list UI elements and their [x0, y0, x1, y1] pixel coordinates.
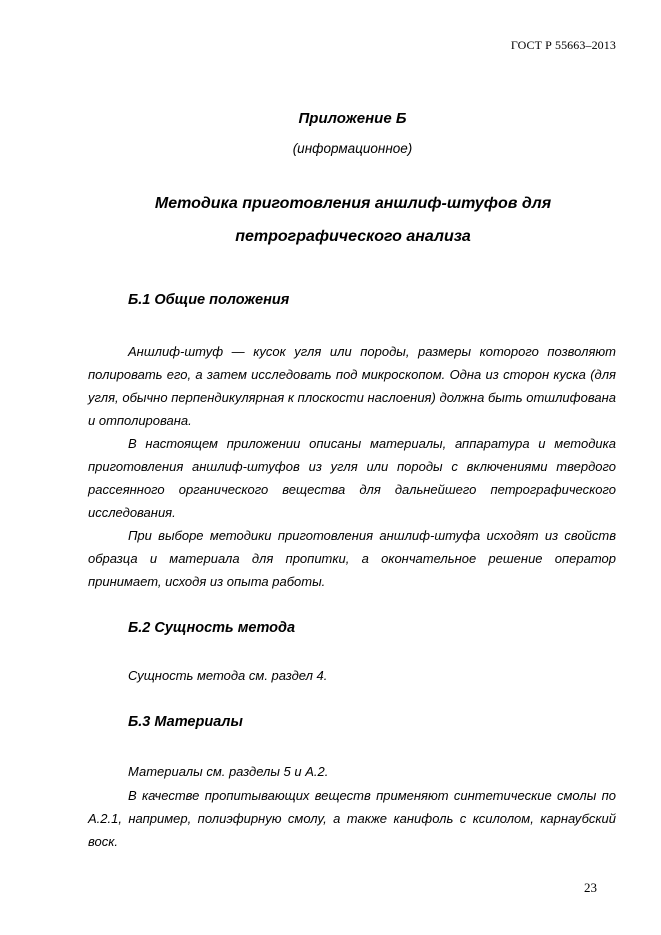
standard-code: ГОСТ Р 55663–2013: [510, 38, 616, 52]
section-heading-b3: Б.3 Материалы: [128, 714, 243, 730]
section-heading-b2: Б.2 Сущность метода: [128, 620, 296, 636]
paragraph-b1-1: Аншлиф-штуф — кусок угля или породы, размеры которого позволяют полировать его, а затем исследовать под микроскопом. Одна из сторон куска (для угля, обычно перпендикулярная к плоскости наслоения) должна быть отшлифована и отполирована.: [88, 344, 616, 428]
section-heading-b1: Б.1 Общие положения: [128, 292, 290, 308]
document-title: Методика приготовления аншлиф-штуфов для петрографического анализа: [154, 195, 552, 245]
paragraph-b3-1: Материалы см. разделы 5 и А.2.: [128, 764, 329, 779]
page-number: 23: [584, 880, 597, 895]
appendix-subtitle: (информационное): [292, 141, 413, 156]
paragraph-b1-2: В настоящем приложении описаны материалы, аппаратура и методика приготовления аншлиф-штуфов из угля или породы с включениями твердого рассеянного органического вещества для дальнейшего петрографического исследования.: [88, 436, 616, 520]
paragraph-b3-2: В качестве пропитывающих веществ применяют синтетические смолы по А.2.1, например, полиэфирную смолу, а также канифоль с ксилолом, карнаубский воск.: [88, 788, 616, 849]
appendix-title: Приложение Б: [298, 110, 407, 127]
paragraph-b2: Сущность метода см. раздел 4.: [128, 668, 328, 683]
paragraph-b1-3: При выборе методики приготовления аншлиф-штуфа исходят из свойств образца и материала для пропитки, а окончательное решение оператор принимает, исходя из опыта работы.: [88, 528, 616, 589]
